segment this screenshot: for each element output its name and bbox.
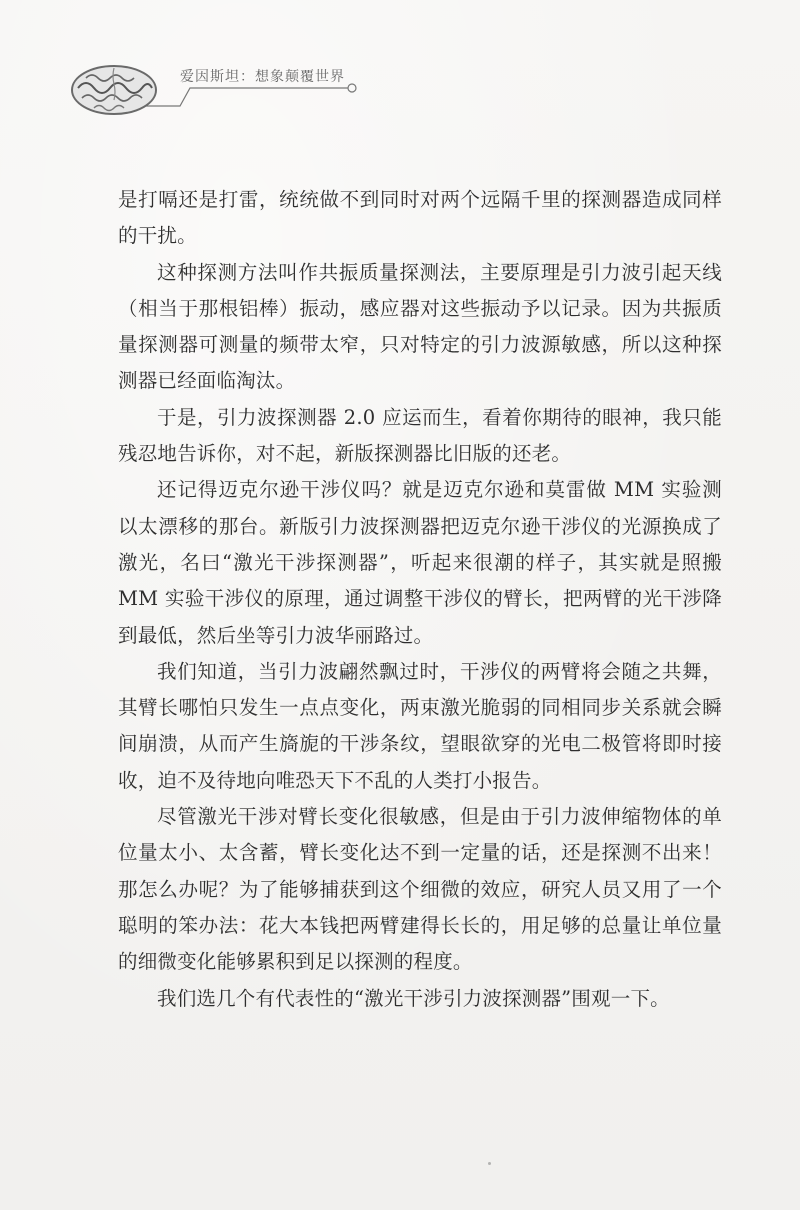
- paragraph-4: 还记得迈克尔逊干涉仪吗？就是迈克尔逊和莫雷做 MM 实验测以太漂移的那台。新版引力波探测器把迈克尔逊干涉仪的光源换成了激光，名曰“激光干涉探测器”，听起来很潮的样子，其实就是照搬 MM 实验干涉仪的原理，通过调整干涉仪的臂长，把两臂的光干涉降到最低，然后坐等引力波华丽路过。: [118, 478, 722, 647]
- paragraph-2: 这种探测方法叫作共振质量探测法，主要原理是引力波引起天线（相当于那根铝棒）振动，感应器对这些振动予以记录。因为共振质量探测器可测量的频带太窄，只对特定的引力波源敏感，所以这种探测器已经面临淘汰。: [118, 260, 722, 393]
- paragraph-3: 于是，引力波探测器 2.0 应运而生，看着你期待的眼神，我只能残忍地告诉你，对不起，新版探测器比旧版的还老。: [118, 405, 722, 466]
- scan-speck: [488, 1162, 491, 1165]
- paragraph-6: 尽管激光干涉对臂长变化很敏感，但是由于引力波伸缩物体的单位量太小、太含蓄，臂长变化达不到一定量的话，还是探测不出来！那怎么办呢？为了能够捕获到这个细微的效应，研究人员又用了一个聪明的笨办法：花大本钱把两臂建得长长的，用足够的总量让单位量的细微变化能够累积到足以探测的程度。: [118, 805, 722, 974]
- paragraph-1: 是打嗝还是打雷，统统做不到同时对两个远隔千里的探测器造成同样的干扰。: [118, 188, 722, 248]
- paragraph-5: 我们知道，当引力波翩然飘过时，干涉仪的两臂将会随之共舞，其臂长哪怕只发生一点点变化，两束激光脆弱的同相同步关系就会瞬间崩溃，从而产生旖旎的干涉条纹，望眼欲穿的光电二极管将即时接收，迫不及待地向唯恐天下不乱的人类打小报告。: [118, 659, 722, 792]
- header-title: 爱因斯坦：想象颠覆世界: [180, 69, 345, 85]
- running-header: [68, 48, 368, 118]
- paragraph-7: 我们选几个有代表性的“激光干涉引力波探测器”围观一下。: [157, 986, 670, 1010]
- brain-icon: [68, 58, 160, 118]
- body-text: [118, 182, 722, 1017]
